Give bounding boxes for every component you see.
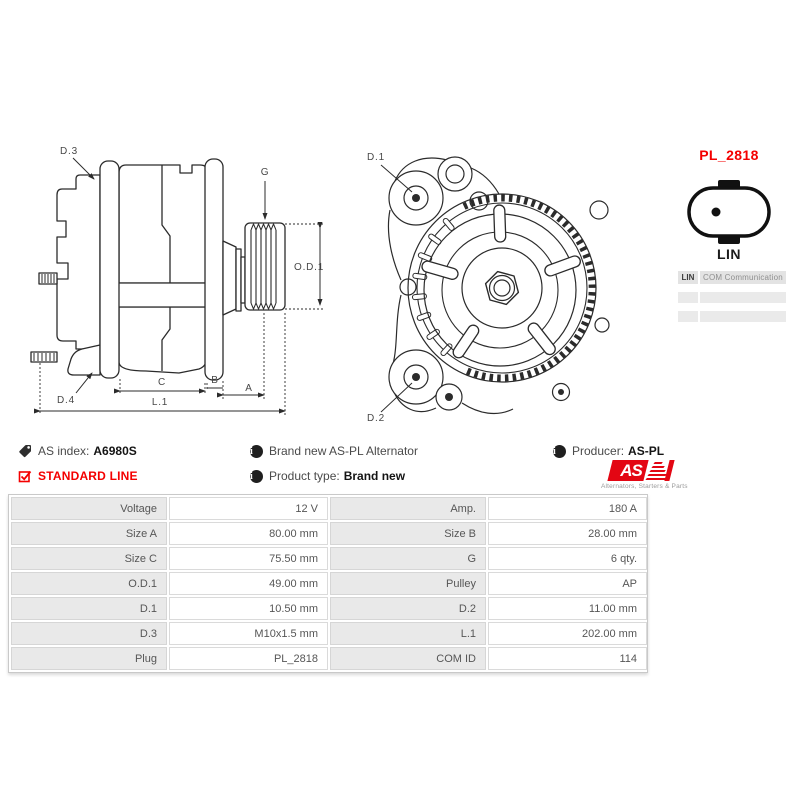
connector-icon [686, 179, 772, 245]
plug-code: PL_2818 [699, 147, 759, 163]
spec-label-cell: Size B [330, 522, 486, 545]
as-pl-logo [601, 460, 688, 490]
comm-table [678, 271, 786, 322]
dim-label-c: C [157, 377, 167, 388]
comm-row [678, 292, 786, 303]
connector-label: LIN [716, 246, 742, 262]
spec-value-cell: 202.00 mm [488, 622, 647, 645]
spec-value-cell: AP [488, 572, 647, 595]
product-type-value: Brand new [343, 469, 406, 483]
plug-panel [666, 147, 792, 330]
spec-label-cell: L.1 [330, 622, 486, 645]
spec-label-cell: Size C [11, 547, 167, 570]
spec-label-cell: Size A [11, 522, 167, 545]
brand-item [250, 444, 418, 458]
spec-value-cell: 11.00 mm [488, 597, 647, 620]
dim-label-d2: D.2 [367, 413, 385, 424]
spec-value-cell: 28.00 mm [488, 522, 647, 545]
dim-label-b: B [211, 375, 219, 386]
spec-value-cell: 12 V [169, 497, 328, 520]
dim-label-d4: D.4 [57, 395, 75, 406]
spec-label-cell: COM ID [330, 647, 486, 670]
brand-text: Brand new AS-PL Alternator [269, 444, 418, 458]
spec-label-cell: Voltage [11, 497, 167, 520]
info-icon: i [250, 470, 263, 483]
producer-item [553, 444, 664, 458]
producer-label: Producer: [572, 444, 625, 458]
comm-value [700, 311, 786, 322]
spec-label-cell: Plug [11, 647, 167, 670]
spec-value-cell: PL_2818 [169, 647, 328, 670]
spec-label-cell: Pulley [330, 572, 486, 595]
info-icon: i [553, 445, 566, 458]
table-row [11, 522, 647, 545]
spec-value-cell: 75.50 mm [169, 547, 328, 570]
dim-label-a: A [245, 383, 253, 394]
spec-label-cell: G [330, 547, 486, 570]
product-type-label: Product type: [269, 469, 340, 483]
spec-value-cell: 180 A [488, 497, 647, 520]
spec-table [8, 494, 648, 673]
as-index-label: AS index: [38, 444, 90, 458]
spec-value-cell: 10.50 mm [169, 597, 328, 620]
table-row [11, 547, 647, 570]
spec-value-cell: M10x1.5 mm [169, 622, 328, 645]
comm-row [678, 311, 786, 322]
standard-line-text: STANDARD LINE [38, 469, 138, 483]
comm-value: COM Communication [700, 271, 786, 284]
comm-row [678, 271, 786, 284]
producer-value: AS-PL [628, 444, 665, 458]
dim-label-d3: D.3 [60, 146, 78, 157]
side-view-drawing [30, 133, 340, 428]
spec-value-cell: 114 [488, 647, 647, 670]
dim-label-d1: D.1 [367, 152, 385, 163]
table-row [11, 647, 647, 670]
dim-label-l1: L.1 [151, 397, 169, 408]
table-row [11, 497, 647, 520]
checkbox-checked-icon [18, 469, 32, 483]
tag-icon [18, 444, 32, 458]
as-index-value: A6980S [93, 444, 137, 458]
info-icon: i [250, 445, 263, 458]
as-index-item [18, 444, 137, 458]
spec-label-cell: D.1 [11, 597, 167, 620]
dim-label-g: G [260, 167, 270, 178]
comm-key [678, 311, 698, 322]
spec-label-cell: D.3 [11, 622, 167, 645]
standard-line-item [18, 469, 138, 483]
table-row [11, 622, 647, 645]
spec-value-cell: 49.00 mm [169, 572, 328, 595]
front-view-drawing [345, 140, 635, 430]
logo-text: AS [620, 461, 642, 480]
table-row [11, 572, 647, 595]
spec-value-cell: 80.00 mm [169, 522, 328, 545]
comm-value [700, 292, 786, 303]
comm-key [678, 292, 698, 303]
table-row [11, 597, 647, 620]
dim-label-od1: O.D.1 [294, 262, 325, 273]
spec-label-cell: Amp. [330, 497, 486, 520]
spec-label-cell: D.2 [330, 597, 486, 620]
as-pl-logo-mark [610, 460, 672, 481]
spec-value-cell: 6 qty. [488, 547, 647, 570]
logo-caption: Alternators, Starters & Parts [601, 483, 688, 490]
spec-label-cell: O.D.1 [11, 572, 167, 595]
comm-key: LIN [678, 271, 698, 284]
product-type-item [250, 469, 405, 483]
